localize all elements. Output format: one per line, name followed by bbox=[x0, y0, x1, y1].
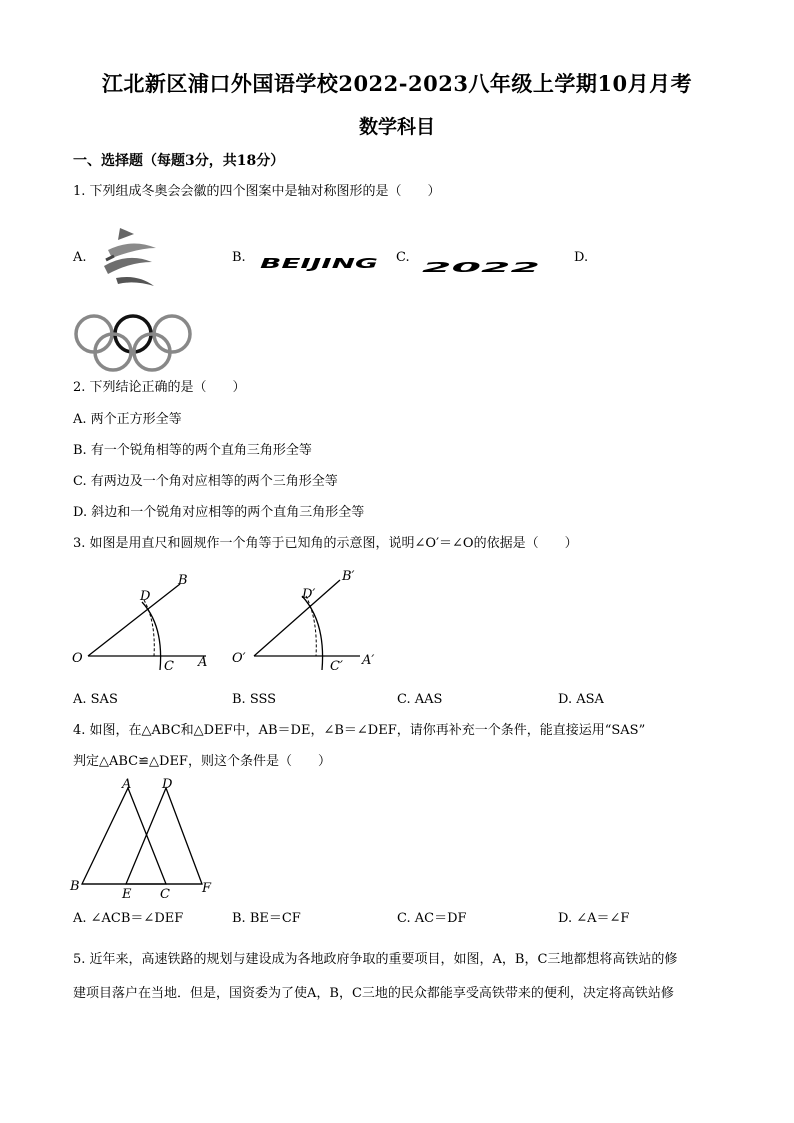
q3-option-b: B. SSS bbox=[232, 692, 277, 707]
q4-option-d: D. ∠A＝∠F bbox=[558, 911, 630, 926]
q1-logo-a-emblem bbox=[98, 222, 166, 294]
q3-fig2-label-o: O′ bbox=[232, 651, 246, 666]
year-logo-text: 2022 bbox=[422, 261, 540, 276]
q4-label-d: D bbox=[162, 777, 173, 792]
question-3-stem: 3. 如图是用直尺和圆规作一个角等于已知角的示意图，说明∠O′＝∠O的依据是（ ） bbox=[73, 536, 578, 551]
q1-logo-d-olympic-rings bbox=[72, 312, 196, 374]
q4-label-c: C bbox=[160, 887, 170, 902]
q1-option-d-label: D. bbox=[574, 250, 589, 265]
q4-label-a: A bbox=[122, 777, 132, 792]
question-1-stem: 1. 下列组成冬奥会会徽的四个图案中是轴对称图形的是（ ） bbox=[73, 184, 441, 199]
q3-fig1-label-o: O bbox=[72, 651, 83, 666]
q3-figure-1 bbox=[68, 562, 218, 678]
question-5-line-1: 5. 近年来，高速铁路的规划与建设成为各地政府争取的重要项目，如图，A，B，C三地都想将高铁站的修 bbox=[73, 952, 678, 967]
question-4-stem-line-2: 判定△ABC≌△DEF，则这个条件是（ ） bbox=[73, 754, 331, 769]
q3-option-c: C. AAS bbox=[397, 692, 443, 707]
q4-figure-triangles bbox=[66, 774, 222, 906]
q4-label-e: E bbox=[122, 887, 132, 902]
q1-logo-c-2022 bbox=[420, 232, 548, 280]
q2-option-d: D. 斜边和一个锐角对应相等的两个直角三角形全等 bbox=[73, 505, 365, 520]
q3-fig1-label-b: B bbox=[178, 573, 188, 588]
q1-option-a-label: A. bbox=[73, 250, 87, 265]
question-5-line-2: 建项目落户在当地．但是，国资委为了使A，B，C三地的民众都能享受高铁带来的便利，决定将高铁站修 bbox=[73, 986, 674, 1001]
q3-fig2-label-c: C′ bbox=[330, 659, 343, 674]
q3-fig1-label-d: D bbox=[140, 589, 151, 604]
q3-fig2-label-b: B′ bbox=[342, 569, 355, 584]
q4-label-f: F bbox=[202, 881, 212, 896]
q3-option-a: A. SAS bbox=[73, 692, 118, 707]
q4-option-b: B. BE＝CF bbox=[232, 911, 301, 926]
q1-option-c-label: C. bbox=[396, 250, 410, 265]
q3-option-d: D. ASA bbox=[558, 692, 604, 707]
q3-fig2-label-d: D′ bbox=[302, 587, 316, 602]
q2-option-a: A. 两个正方形全等 bbox=[73, 412, 182, 427]
question-4-stem-line-1: 4. 如图，在△ABC和△DEF中，AB＝DE，∠B＝∠DEF，请你再补充一个条件，能直接运用“SAS” bbox=[73, 723, 646, 738]
q3-fig1-label-a: A bbox=[198, 655, 208, 670]
q2-option-c: C. 有两边及一个角对应相等的两个三角形全等 bbox=[73, 474, 338, 489]
q2-option-b: B. 有一个锐角相等的两个直角三角形全等 bbox=[73, 443, 312, 458]
q1-logo-b-beijing bbox=[258, 236, 382, 276]
beijing-logo-text: BEIJING bbox=[260, 257, 379, 272]
q3-fig1-label-c: C bbox=[164, 659, 174, 674]
question-2-stem: 2. 下列结论正确的是（ ） bbox=[73, 380, 246, 395]
q4-option-c: C. AC＝DF bbox=[397, 911, 467, 926]
page-title: 江北新区浦口外国语学校2022-2023八年级上学期10月月考 bbox=[101, 71, 693, 96]
q3-fig2-label-a: A′ bbox=[362, 653, 375, 668]
q4-label-b: B bbox=[70, 879, 80, 894]
q3-figure-2 bbox=[230, 562, 390, 678]
q4-option-a: A. ∠ACB＝∠DEF bbox=[73, 911, 184, 926]
q1-option-b-label: B. bbox=[232, 250, 246, 265]
page-subtitle: 数学科目 bbox=[358, 116, 435, 138]
section-heading: 一、选择题（每题3分，共18分） bbox=[73, 153, 285, 169]
